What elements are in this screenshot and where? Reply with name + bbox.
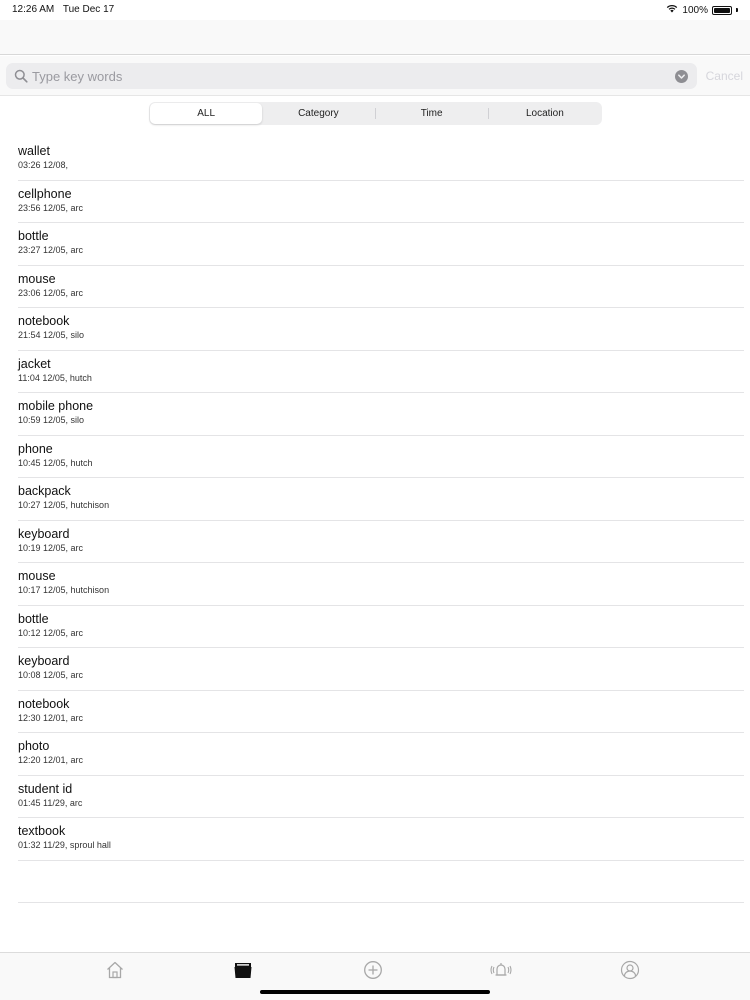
item-title: mouse bbox=[18, 569, 56, 583]
battery-icon bbox=[712, 6, 732, 15]
tab-items[interactable] bbox=[231, 961, 255, 983]
item-subtitle: 10:19 12/05, arc bbox=[18, 542, 84, 553]
alarm-icon bbox=[490, 960, 512, 985]
list-item[interactable] bbox=[18, 776, 744, 819]
tab-add[interactable] bbox=[361, 961, 385, 983]
navigation-bar bbox=[0, 20, 750, 55]
item-title: photo bbox=[18, 739, 50, 753]
status-bar bbox=[0, 0, 750, 20]
item-title: keyboard bbox=[18, 654, 70, 668]
item-subtitle: 23:27 12/05, arc bbox=[18, 245, 84, 255]
list-item[interactable] bbox=[18, 181, 744, 224]
item-subtitle: 10:45 12/05, hutch bbox=[18, 457, 93, 468]
item-list bbox=[18, 138, 744, 903]
item-title: jacket bbox=[18, 356, 51, 371]
item-subtitle: 21:54 12/05, silo bbox=[18, 330, 85, 340]
item-subtitle: 11:04 12/05, hutch bbox=[18, 372, 92, 383]
item-subtitle: 10:08 12/05, arc bbox=[18, 670, 84, 680]
segment-category[interactable]: Category bbox=[298, 108, 339, 119]
search-input[interactable] bbox=[32, 63, 671, 89]
item-title: backpack bbox=[18, 484, 71, 498]
battery-percent: 100% bbox=[682, 4, 708, 16]
add-icon bbox=[363, 960, 383, 985]
segment-location[interactable]: Location bbox=[525, 108, 564, 119]
list-item[interactable] bbox=[18, 266, 744, 309]
status-time: 12:26 AM bbox=[12, 4, 55, 15]
item-subtitle: 12:30 12/01, arc bbox=[18, 712, 84, 723]
tab-home[interactable] bbox=[103, 961, 127, 983]
list-item[interactable] bbox=[18, 351, 744, 394]
segment-all[interactable]: ALL bbox=[150, 103, 262, 124]
item-subtitle: 12:20 12/01, arc bbox=[18, 755, 84, 765]
list-item[interactable] bbox=[18, 478, 744, 521]
item-title: notebook bbox=[18, 314, 70, 328]
tab-alerts[interactable] bbox=[489, 961, 513, 983]
search-field[interactable] bbox=[6, 63, 697, 89]
list-item[interactable] bbox=[18, 436, 744, 479]
empty-row bbox=[18, 861, 744, 904]
item-subtitle: 10:59 12/05, silo bbox=[18, 415, 85, 425]
profile-icon bbox=[620, 960, 640, 985]
wifi-icon bbox=[666, 4, 678, 16]
list-item[interactable] bbox=[18, 521, 744, 564]
list-item[interactable] bbox=[18, 563, 744, 606]
chevron-down-circle-icon[interactable] bbox=[671, 63, 691, 89]
segment-time[interactable]: Time bbox=[420, 108, 443, 119]
item-title: keyboard bbox=[18, 526, 70, 541]
list-item[interactable] bbox=[18, 691, 744, 734]
item-title: notebook bbox=[18, 696, 70, 711]
item-title: mobile phone bbox=[18, 399, 94, 413]
item-title: bottle bbox=[18, 611, 49, 626]
item-subtitle: 23:06 12/05, arc bbox=[18, 287, 84, 298]
item-subtitle: 01:32 11/29, sproul hall bbox=[18, 840, 111, 850]
list-item[interactable] bbox=[18, 733, 744, 776]
home-indicator bbox=[260, 990, 490, 994]
item-title: mouse bbox=[18, 271, 56, 286]
item-subtitle: 23:56 12/05, arc bbox=[18, 202, 84, 213]
cancel-button[interactable]: Cancel bbox=[705, 69, 743, 83]
item-subtitle: 03:26 12/08, bbox=[18, 160, 69, 170]
item-title: phone bbox=[18, 441, 53, 456]
status-date: Tue Dec 17 bbox=[62, 4, 115, 15]
item-title: student id bbox=[18, 781, 73, 796]
filter-segmented-control bbox=[149, 102, 602, 125]
item-title: bottle bbox=[18, 229, 49, 243]
list-item[interactable] bbox=[18, 818, 744, 861]
item-subtitle: 10:12 12/05, arc bbox=[18, 627, 84, 638]
search-icon bbox=[10, 63, 32, 89]
item-subtitle: 10:17 12/05, hutchison bbox=[18, 585, 110, 595]
item-title: wallet bbox=[18, 144, 50, 158]
item-title: textbook bbox=[18, 824, 66, 838]
tab-profile[interactable] bbox=[618, 961, 642, 983]
list-item[interactable] bbox=[18, 308, 744, 351]
list-item[interactable] bbox=[18, 138, 744, 181]
list-item[interactable] bbox=[18, 223, 744, 266]
list-item[interactable] bbox=[18, 648, 744, 691]
item-title: cellphone bbox=[18, 186, 72, 201]
list-item[interactable] bbox=[18, 393, 744, 436]
search-bar bbox=[0, 56, 750, 96]
item-subtitle: 10:27 12/05, hutchison bbox=[18, 500, 110, 510]
list-item[interactable] bbox=[18, 606, 744, 649]
folder-icon bbox=[233, 960, 253, 985]
home-icon bbox=[105, 960, 125, 985]
item-subtitle: 01:45 11/29, arc bbox=[18, 797, 83, 808]
